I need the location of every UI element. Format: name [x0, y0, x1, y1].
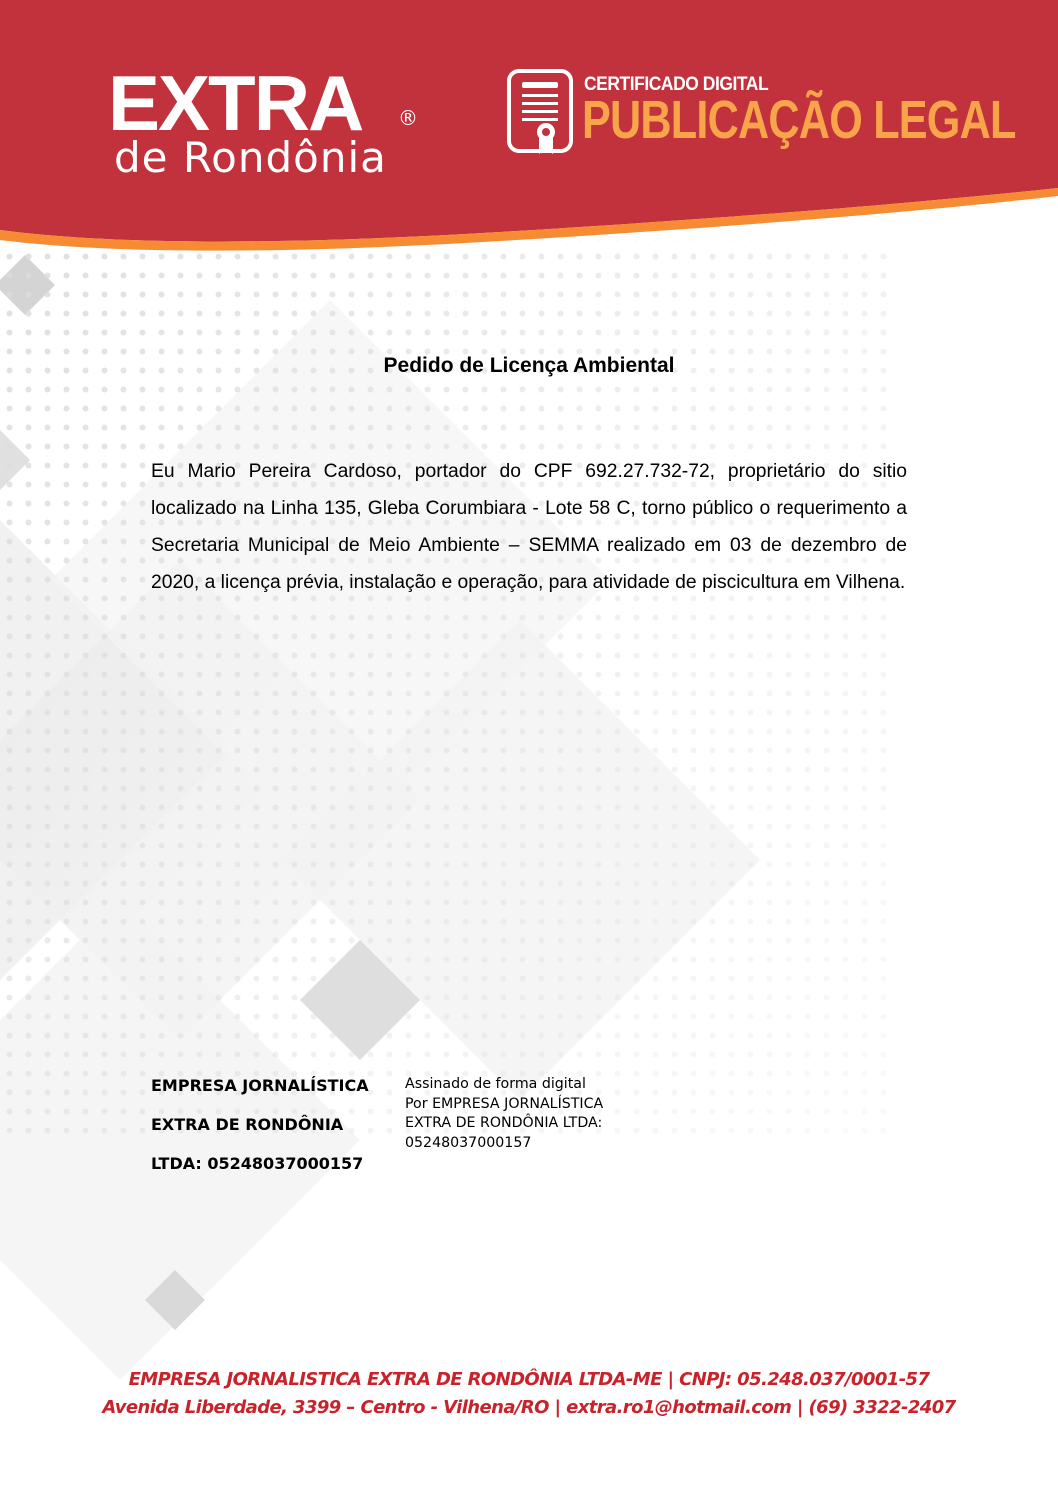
digital-signature-line: Por EMPRESA JORNALÍSTICA	[405, 1095, 604, 1112]
brand-name: EXTRA	[108, 59, 363, 147]
signer-line: LTDA: 05248037000157	[151, 1154, 364, 1173]
brand-subtitle: de Rondônia	[114, 133, 387, 182]
document-title: Pedido de Licença Ambiental	[383, 354, 675, 377]
certificate-title: PUBLICAÇÃO LEGAL	[582, 90, 1016, 150]
footer-contact	[0, 1366, 1058, 1422]
certificate-icon	[506, 68, 574, 156]
brand-logo	[108, 59, 428, 184]
signer-name-block	[151, 1066, 391, 1183]
digital-signature-line: 05248037000157	[405, 1134, 532, 1151]
digital-signature-stamp	[405, 1075, 655, 1153]
digital-signature-line: Assinado de forma digital	[405, 1076, 586, 1092]
signer-line: EXTRA DE RONDÔNIA	[151, 1115, 344, 1134]
document-body: Eu Mario Pereira Cardoso, portador do CPF 692.27.732-72, proprietário do sitio localizado na Linha 135, Gleba Corumbiara - Lote 58 C, torno público o requerimento a Secretaria Municipal de Meio Ambiente – SEMMA realizado em 03 de dezembro de 2020, a licença prévia, instalação e operação, para atividade de piscicultura em Vilhena.	[151, 461, 907, 593]
signer-line: EMPRESA JORNALÍSTICA	[151, 1076, 369, 1095]
digital-signature-line: EXTRA DE RONDÔNIA LTDA:	[405, 1115, 603, 1131]
certificate-label: CERTIFICADO DIGITAL	[584, 74, 769, 95]
footer-company-line: EMPRESA JORNALISTICA EXTRA DE RONDÔNIA LTDA-ME | CNPJ: 05.248.037/0001-57	[128, 1369, 930, 1390]
certificate-label-block	[582, 74, 1016, 154]
header-banner	[0, 0, 1058, 270]
footer-address-line: Avenida Liberdade, 3399 – Centro - Vilhena/RO | extra.ro1@hotmail.com | (69) 3322-2407	[102, 1397, 956, 1418]
registered-mark: ®	[398, 106, 418, 130]
